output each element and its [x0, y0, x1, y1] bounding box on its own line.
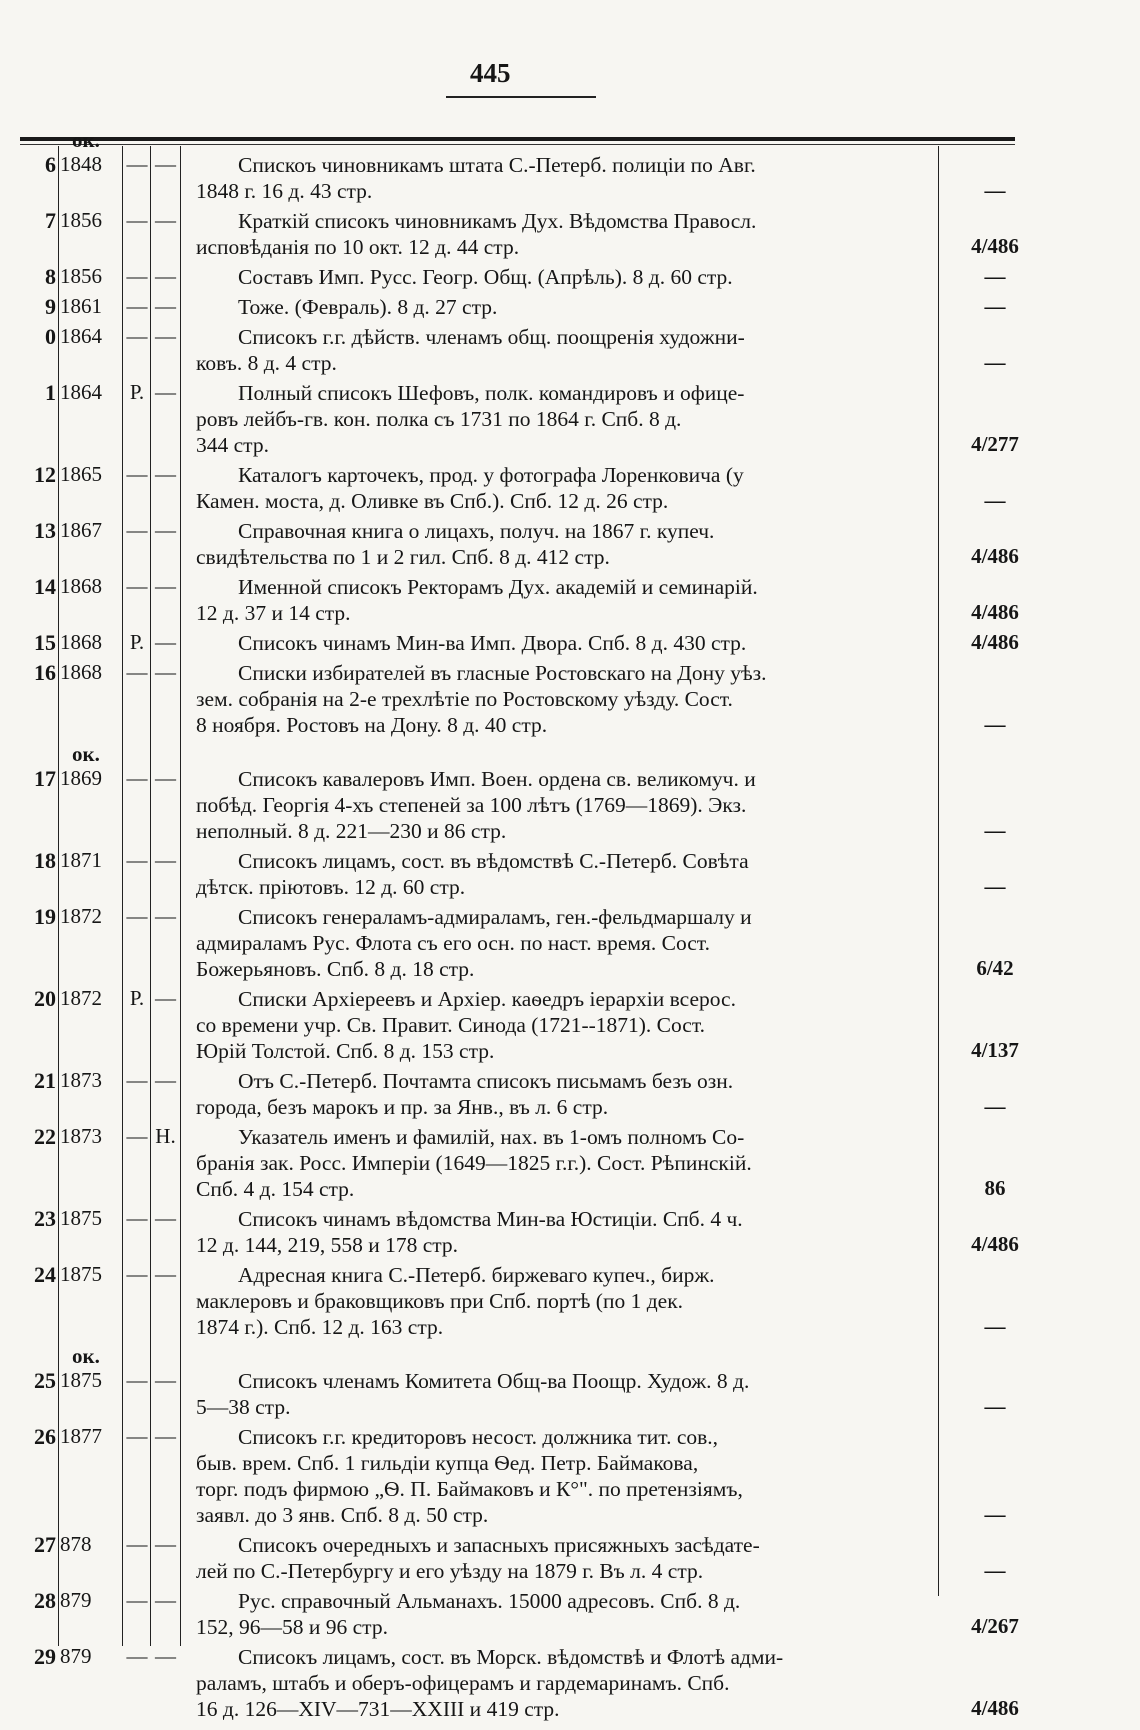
approx-marker: ок.: [72, 128, 100, 152]
entry-year: 1868: [60, 630, 102, 654]
entry-mark-2: Н.: [155, 1124, 176, 1148]
entry-number: 20: [34, 986, 56, 1011]
description-line: Составъ Имп. Русс. Геогр. Общ. (Апрѣль). 8 д. 60 стр.: [238, 265, 733, 289]
description-line: Тоже. (Февраль). 8 д. 27 стр.: [238, 295, 498, 319]
entry-description: [196, 574, 936, 626]
entry-mark-1: —: [126, 324, 148, 348]
entry-number: 8: [45, 264, 56, 289]
entry-price: 4/486: [971, 600, 1019, 624]
entry-mark-1: Р.: [129, 986, 145, 1010]
entry-year: 1872: [60, 986, 102, 1010]
entry-description: [196, 1206, 936, 1258]
entry-number: 28: [34, 1588, 56, 1613]
description-line: 12 д. 37 и 14 стр.: [196, 601, 351, 625]
description-line: Списокъ г.г. кредиторовъ несост. должника тит. сов.,: [238, 1425, 719, 1449]
entry-number: 25: [34, 1368, 56, 1393]
entry-mark-2: —: [155, 1588, 176, 1612]
entry-description: [196, 294, 936, 320]
description-line: адмираламъ Рус. Флота съ его осн. по наст. время. Сост.: [196, 931, 710, 955]
entry-number: 6: [45, 152, 56, 177]
description-line: побѣд. Георгія 4-хъ степеней за 100 лѣтъ (1769—1869). Экз.: [196, 793, 747, 817]
entry-mark-1: —: [126, 462, 148, 486]
description-line: Каталогъ карточекъ, прод. у фотографа Лоренковича (у: [238, 463, 744, 487]
description-line: 344 стр.: [196, 433, 269, 457]
entry-mark-1: —: [126, 264, 148, 288]
description-line: Списокъ генераламъ-адмираламъ, ген.-фельдмаршалу и: [238, 905, 752, 929]
description-line: неполный. 8 д. 221—230 и 86 стр.: [196, 819, 507, 843]
entry-mark-1: —: [126, 848, 148, 872]
entry-price: 4/486: [971, 1696, 1019, 1720]
entry-price: 4/486: [971, 234, 1019, 258]
top-rule: [20, 137, 1015, 141]
top-rule-thin: [20, 144, 1015, 145]
entry-year: 879: [60, 1644, 92, 1668]
entry-description: [196, 208, 936, 260]
entry-description: [196, 1424, 936, 1528]
column-divider-5: [938, 146, 939, 1596]
description-line: 152, 96—58 и 96 стр.: [196, 1615, 388, 1639]
entry-mark-2: —: [155, 518, 176, 542]
entry-description: [196, 380, 936, 458]
entry-year: 1871: [60, 848, 102, 872]
entry-number: 19: [34, 904, 56, 929]
entry-number: 23: [34, 1206, 56, 1231]
description-line: Списки избирателей въ гласные Ростовскаго на Дону уѣз.: [238, 661, 767, 685]
entry-mark-1: —: [126, 208, 148, 232]
entry-price: —: [984, 818, 1006, 842]
entry-year: 1864: [60, 380, 102, 404]
entry-mark-2: —: [155, 904, 176, 928]
entry-description: [196, 264, 936, 290]
entry-mark-1: —: [126, 1588, 148, 1612]
entry-year: 1848: [60, 152, 102, 176]
description-line: раламъ, штабъ и оберъ-офицерамъ и гардемаринамъ. Спб.: [196, 1671, 730, 1695]
entry-year: 1877: [60, 1424, 102, 1448]
entry-mark-1: —: [126, 904, 148, 928]
description-line: со времени учр. Св. Правит. Синода (1721--1871). Сост.: [196, 1013, 706, 1037]
entry-price: —: [984, 874, 1006, 898]
description-line: Полный списокъ Шефовъ, полк. командировъ и офице-: [238, 381, 745, 405]
description-line: Справочная книга о лицахъ, получ. на 1867 г. купеч.: [238, 519, 715, 543]
description-line: дѣтск. пріютовъ. 12 д. 60 стр.: [196, 875, 466, 899]
entry-price: —: [984, 1502, 1006, 1526]
column-divider-3: [150, 146, 151, 1646]
entry-price: —: [984, 488, 1006, 512]
description-line: Отъ С.-Петерб. Почтамта списокъ письмамъ безъ озн.: [238, 1069, 734, 1093]
entry-mark-1: —: [126, 152, 148, 176]
entry-mark-1: —: [126, 518, 148, 542]
entry-price: 4/486: [971, 630, 1019, 654]
description-line: Указатель именъ и фамилій, нах. въ 1-омъ полномъ Со-: [238, 1125, 745, 1149]
entry-number: 22: [34, 1124, 56, 1149]
entry-mark-2: —: [155, 324, 176, 348]
description-line: Списки Архіереевъ и Архіер. каѳедръ іерархіи всерос.: [238, 987, 736, 1011]
description-line: Списокъ очередныхъ и запасныхъ присяжныхъ засѣдате-: [238, 1533, 760, 1557]
entry-description: [196, 462, 936, 514]
description-line: быв. врем. Спб. 1 гильдіи купца Ѳед. Петр. Баймакова,: [196, 1451, 699, 1475]
entry-description: [196, 766, 936, 844]
description-line: бранія зак. Росс. Имперіи (1649—1825 г.г.). Сост. Рѣпинскій.: [196, 1151, 752, 1175]
entry-description: [196, 1262, 936, 1340]
entry-description: [196, 324, 936, 376]
description-line: Списокъ чинамъ Мин-ва Имп. Двора. Спб. 8 д. 430 стр.: [238, 631, 747, 655]
entry-mark-2: —: [155, 986, 176, 1010]
entry-number: 0: [45, 324, 56, 349]
description-line: заявл. до 3 янв. Спб. 8 д. 50 стр.: [196, 1503, 489, 1527]
description-line: Списокъ членамъ Комитета Общ-ва Поощр. Худож. 8 д.: [238, 1369, 750, 1393]
entry-number: 7: [45, 208, 56, 233]
entry-number: 27: [34, 1532, 56, 1557]
description-line: исповѣданія по 10 окт. 12 д. 44 стр.: [196, 235, 520, 259]
entry-year: 1867: [60, 518, 102, 542]
entry-mark-1: —: [126, 1124, 148, 1148]
entry-mark-1: —: [126, 574, 148, 598]
entry-description: [196, 1124, 936, 1202]
entry-number: 12: [34, 462, 56, 487]
entry-price: 6/42: [976, 956, 1014, 980]
entry-number: 16: [34, 660, 56, 685]
entry-mark-2: —: [155, 1068, 176, 1092]
entry-mark-1: —: [126, 294, 148, 318]
entry-number: 13: [34, 518, 56, 543]
entry-year: 1873: [60, 1068, 102, 1092]
description-line: зем. собранія на 2-е трехлѣтіе по Ростовскому уѣзду. Сост.: [196, 687, 733, 711]
entry-mark-2: —: [155, 1262, 176, 1286]
description-line: маклеровъ и браковщиковъ при Спб. портѣ (по 1 дек.: [196, 1289, 684, 1313]
entry-year: 1856: [60, 208, 102, 232]
description-line: ковъ. 8 д. 4 стр.: [196, 351, 337, 375]
entry-year: 1875: [60, 1368, 102, 1392]
entry-year: 1873: [60, 1124, 102, 1148]
description-line: Камен. моста, д. Оливке въ Спб.). Спб. 12 д. 26 стр.: [196, 489, 669, 513]
entry-description: [196, 1588, 936, 1640]
entry-number: 14: [34, 574, 56, 599]
entry-price: —: [984, 294, 1006, 318]
description-line: Юрій Толстой. Спб. 8 д. 153 стр.: [196, 1039, 495, 1063]
entry-description: [196, 518, 936, 570]
entry-number: 24: [34, 1262, 56, 1287]
entry-price: 4/137: [971, 1038, 1019, 1062]
entry-mark-2: —: [155, 574, 176, 598]
description-line: Списокъ лицамъ, сост. въ вѣдомствѣ С.-Петерб. Совѣта: [238, 849, 749, 873]
approx-marker: ок.: [72, 742, 100, 766]
entry-price: —: [984, 712, 1006, 736]
entry-mark-1: Р.: [129, 630, 145, 654]
entry-year: 1875: [60, 1262, 102, 1286]
entry-mark-1: —: [126, 1424, 148, 1448]
entry-mark-1: —: [126, 1368, 148, 1392]
entry-year: 1875: [60, 1206, 102, 1230]
entry-number: 29: [34, 1644, 56, 1669]
entry-mark-2: —: [155, 1424, 176, 1448]
column-divider-2: [122, 146, 123, 1646]
page-number-rule: [446, 96, 596, 98]
entry-price: —: [984, 350, 1006, 374]
entry-number: 26: [34, 1424, 56, 1449]
entry-year: 1868: [60, 574, 102, 598]
entry-description: [196, 1368, 936, 1420]
entry-mark-2: —: [155, 462, 176, 486]
entry-description: [196, 660, 936, 738]
entry-price: 4/277: [971, 432, 1019, 456]
entry-mark-1: Р.: [129, 380, 145, 404]
entry-mark-2: —: [155, 1532, 176, 1556]
column-divider-1: [58, 146, 59, 1646]
description-line: Списокъ чинамъ вѣдомства Мин-ва Юстиціи. Спб. 4 ч.: [238, 1207, 743, 1231]
entry-number: 21: [34, 1068, 56, 1093]
description-line: торг. подъ фирмою „Ѳ. П. Баймаковъ и К°". по претензіямъ,: [196, 1477, 743, 1501]
entry-mark-2: —: [155, 660, 176, 684]
approx-marker: ок.: [72, 1344, 100, 1368]
entry-price: 86: [984, 1176, 1006, 1200]
entry-year: 1864: [60, 324, 102, 348]
entry-description: [196, 1068, 936, 1120]
entry-price: —: [984, 1094, 1006, 1118]
entry-year: 1865: [60, 462, 102, 486]
description-line: 5—38 стр.: [196, 1395, 291, 1419]
entry-year: 878: [60, 1532, 92, 1556]
entry-year: 1861: [60, 294, 102, 318]
entry-mark-2: —: [155, 380, 176, 404]
entry-mark-2: —: [155, 766, 176, 790]
description-line: 1848 г. 16 д. 43 стр.: [196, 179, 373, 203]
entry-price: 4/486: [971, 544, 1019, 568]
description-line: Списокъ г.г. дѣйств. членамъ общ. поощренія художни-: [238, 325, 745, 349]
column-divider-4: [180, 146, 181, 1646]
entry-mark-1: —: [126, 766, 148, 790]
entry-mark-1: —: [126, 660, 148, 684]
description-line: Краткій списокъ чиновникамъ Дух. Вѣдомства Правосл.: [238, 209, 757, 233]
entry-price: 4/486: [971, 1232, 1019, 1256]
entry-price: —: [984, 1394, 1006, 1418]
description-line: Божерьяновъ. Спб. 8 д. 18 стр.: [196, 957, 475, 981]
entry-mark-2: —: [155, 1368, 176, 1392]
entry-number: 9: [45, 294, 56, 319]
entry-description: [196, 986, 936, 1064]
description-line: лей по С.-Петербургу и его уѣзду на 1879 г. Въ л. 4 стр.: [196, 1559, 704, 1583]
entry-number: 17: [34, 766, 56, 791]
description-line: города, безъ марокъ и пр. за Янв., въ л. 6 стр.: [196, 1095, 609, 1119]
entry-mark-1: —: [126, 1262, 148, 1286]
entry-year: 1872: [60, 904, 102, 928]
entry-year: 879: [60, 1588, 92, 1612]
description-line: Спискоъ чиновникамъ штата С.-Петерб. полиціи по Авг.: [238, 153, 756, 177]
description-line: Списокъ кавалеровъ Имп. Воен. ордена св. великомуч. и: [238, 767, 756, 791]
entry-mark-1: —: [126, 1644, 148, 1668]
entry-mark-2: —: [155, 1206, 176, 1230]
entry-number: 18: [34, 848, 56, 873]
entry-year: 1869: [60, 766, 102, 790]
description-line: Именной списокъ Ректорамъ Дух. академій и семинарій.: [238, 575, 758, 599]
description-line: Списокъ лицамъ, сост. въ Морск. вѣдомствѣ и Флотѣ адми-: [238, 1645, 784, 1669]
description-line: Адресная книга С.-Петерб. биржеваго купеч., бирж.: [238, 1263, 715, 1287]
page-number: 445: [470, 58, 511, 88]
description-line: свидѣтельства по 1 и 2 гил. Спб. 8 д. 412 стр.: [196, 545, 610, 569]
entry-mark-1: —: [126, 1206, 148, 1230]
entry-mark-2: —: [155, 630, 176, 654]
entry-mark-2: —: [155, 208, 176, 232]
entry-mark-2: —: [155, 152, 176, 176]
description-line: 12 д. 144, 219, 558 и 178 стр.: [196, 1233, 459, 1257]
entry-mark-2: —: [155, 294, 176, 318]
entry-mark-1: —: [126, 1532, 148, 1556]
description-line: Рус. справочный Альманахъ. 15000 адресовъ. Спб. 8 д.: [238, 1589, 741, 1613]
entry-description: [196, 904, 936, 982]
entry-number: 1: [45, 380, 56, 405]
entry-number: 15: [34, 630, 56, 655]
description-line: 1874 г.). Спб. 12 д. 163 стр.: [196, 1315, 444, 1339]
entry-description: [196, 848, 936, 900]
entry-year: 1856: [60, 264, 102, 288]
entry-year: 1868: [60, 660, 102, 684]
description-line: 8 ноября. Ростовъ на Дону. 8 д. 40 стр.: [196, 713, 548, 737]
description-line: ровъ лейбъ-гв. кон. полка съ 1731 по 1864 г. Спб. 8 д.: [196, 407, 682, 431]
entry-description: [196, 630, 936, 656]
entry-mark-2: —: [155, 1644, 176, 1668]
entry-mark-2: —: [155, 264, 176, 288]
description-line: 16 д. 126—XIV—731—XXIII и 419 стр.: [196, 1697, 560, 1721]
entry-price: 4/267: [971, 1614, 1019, 1638]
description-line: Спб. 4 д. 154 стр.: [196, 1177, 355, 1201]
entry-description: [196, 1532, 936, 1584]
entry-mark-1: —: [126, 1068, 148, 1092]
entry-price: —: [984, 1558, 1006, 1582]
entry-description: [196, 1644, 936, 1722]
entry-mark-2: —: [155, 848, 176, 872]
entry-description: [196, 152, 936, 204]
entry-price: —: [984, 1314, 1006, 1338]
entry-price: —: [984, 264, 1006, 288]
entry-price: —: [984, 178, 1006, 202]
